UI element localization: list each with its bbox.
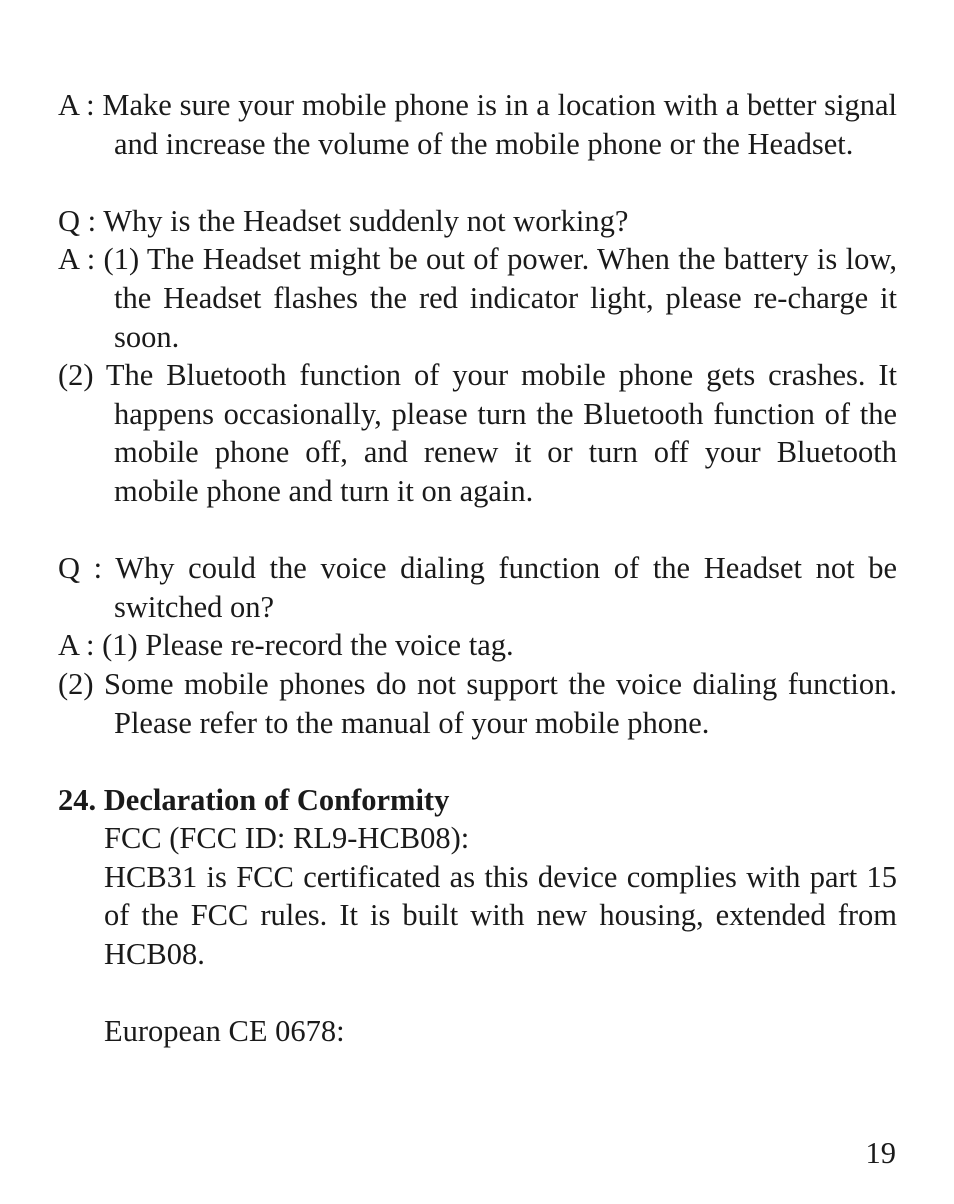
section-heading: 24. Declaration of Conformity <box>58 782 450 817</box>
question-voice-dialing: Q : Why could the voice dialing function of the Headset not be switched on? <box>58 551 897 624</box>
answer-voice-dialing-2: (2) Some mobile phones do not support the voice dialing function. Please refer to the manual of your mobile phone. <box>58 666 897 740</box>
spacer <box>58 974 897 1013</box>
answer-voice-dialing-1: A : (1) Please re-record the voice tag. <box>58 628 514 663</box>
spacer <box>58 511 897 550</box>
fcc-label: FCC (FCC ID: RL9-HCB08): <box>104 821 470 856</box>
spacer <box>58 163 897 202</box>
answer-signal: A : Make sure your mobile phone is in a location with a better signal and increase the volume of the mobile phone or the Headset. <box>58 88 897 161</box>
spacer <box>58 742 897 781</box>
ce-label: European CE 0678: <box>104 1014 345 1049</box>
question-not-working: Q : Why is the Headset suddenly not working? <box>58 203 629 238</box>
answer-not-working-2: (2) The Bluetooth function of your mobile phone gets crashes. It happens occasionally, please turn the Bluetooth function of the mobile phone off, and renew it or turn off your Bluetooth mobile phone and turn it on again. <box>58 358 897 508</box>
fcc-text: HCB31 is FCC certificated as this device complies with part 15 of the FCC rules. It is built with new housing, extended from HCB08. <box>104 859 897 972</box>
page-number: 19 <box>865 1136 896 1170</box>
manual-page <box>58 86 897 1051</box>
answer-not-working-1: A : (1) The Headset might be out of power. When the battery is low, the Headset flashes the red indicator light, please re-charge it soon. <box>58 242 897 354</box>
